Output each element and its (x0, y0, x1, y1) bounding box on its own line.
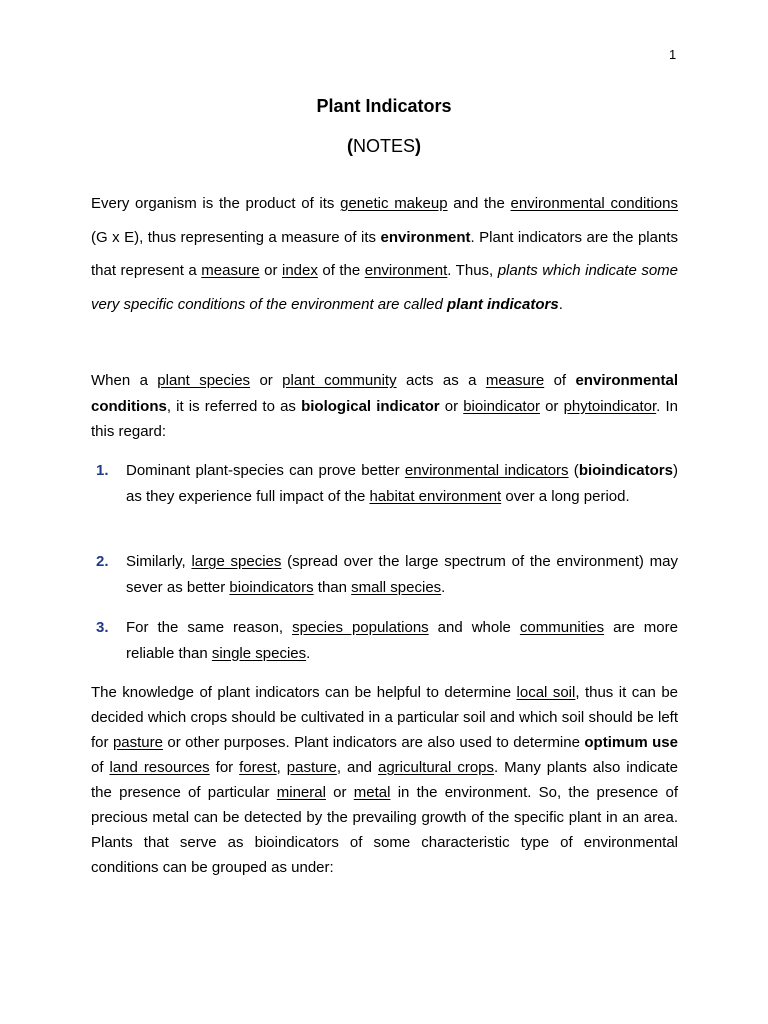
text-run: (spread over the large spectrum of the environment) may sever as better (126, 553, 678, 596)
term-plant-species: plant species (157, 372, 251, 389)
text-run: or (250, 372, 283, 389)
text-run: ( (568, 462, 579, 479)
text-run: or (539, 397, 564, 415)
term-single-species: single species (211, 644, 307, 662)
text-run: of (91, 759, 110, 776)
text-run: of the (317, 262, 365, 279)
term-environmental-conditions: environmental conditions (510, 195, 678, 212)
text-run: of (544, 372, 576, 389)
text-run: , it is referred to as (166, 397, 302, 415)
term-optimum-use: optimum use (584, 734, 678, 751)
term-communities: communities (519, 619, 605, 636)
text-run: for (209, 759, 240, 776)
page-number: 1 (669, 47, 677, 62)
text-run: For the same reason, (126, 619, 293, 636)
numbered-list-item-2 (91, 549, 678, 600)
text-run: . Plant indicators are the plants that represent a (91, 228, 678, 279)
text-run: ) as they experience full impact of the (126, 462, 678, 505)
text-run: Dominant plant-species can prove better (126, 462, 405, 479)
text-run: over a long period. (501, 487, 630, 505)
text-run: . Many plants also indicate the presence of particular (91, 759, 678, 801)
text-run: , thus it can be decided which crops should be cultivated in a particular soil and which soil should be left for (91, 684, 679, 751)
text-run: than (313, 578, 352, 596)
text-run: Similarly, (126, 553, 192, 570)
term-bioindicators: bioindicators (229, 578, 314, 596)
text-run: The knowledge of plant indicators can be helpful to determine (91, 684, 517, 701)
text-run: or (325, 784, 354, 801)
term-mineral: mineral (276, 784, 326, 801)
text-run: , and (336, 759, 378, 776)
text-run: When a (91, 372, 158, 389)
term-measure: measure (201, 262, 260, 279)
list-number: 2. (96, 553, 109, 570)
text-run: Every organism is the product of its (91, 195, 341, 212)
text-run: and whole (428, 619, 520, 636)
text-run: acts as a (396, 372, 486, 389)
term-agricultural-crops: agricultural crops (377, 759, 495, 776)
term-environmental-conditions-bold: environmental conditions (91, 372, 678, 415)
text-run: and the (447, 195, 511, 212)
text-run: or (259, 262, 282, 279)
text-run: . (558, 295, 563, 313)
term-environmental-indicators: environmental indicators (404, 462, 569, 479)
subtitle-text: NOTES (352, 136, 415, 156)
page-subtitle (0, 136, 768, 157)
text-run: , (276, 759, 287, 776)
definition-italic: plants which indicate some very specific conditions of the environment are called (91, 262, 678, 313)
text-run: in the environment. So, the presence of precious metal can be detected by the prevailing growth of the specific plant in an area. Plants that serve as bioindicators of some characteristic type of environmental conditions can be grouped as under: (91, 784, 678, 876)
term-bioindicator: bioindicator (463, 397, 540, 415)
term-plant-indicators: plant indicators (447, 295, 559, 313)
term-small-species: small species (351, 578, 442, 596)
subtitle-close-paren: ) (415, 136, 421, 156)
paragraph-bioindicator (91, 368, 678, 445)
term-plant-community: plant community (282, 372, 397, 389)
term-measure: measure (485, 372, 545, 389)
term-genetic-makeup: genetic makeup (340, 195, 448, 212)
page-title: Plant Indicators (316, 96, 452, 116)
term-pasture: pasture (286, 759, 337, 776)
text-run: or other purposes. Plant indicators are also used to determine (162, 734, 585, 751)
text-run: . (441, 578, 446, 596)
term-environment-bold: environment (380, 228, 471, 246)
term-large-species: large species (191, 553, 282, 570)
term-habitat-environment: habitat environment (369, 487, 502, 505)
term-forest: forest (239, 759, 277, 776)
term-metal: metal (353, 784, 391, 801)
term-biological-indicator: biological indicator (301, 397, 440, 415)
term-bioindicators-bold: bioindicators (578, 462, 673, 479)
paragraph-definition (91, 187, 678, 321)
term-index: index (281, 262, 318, 279)
term-phytoindicator: phytoindicator (563, 397, 657, 415)
list-number: 3. (96, 619, 109, 636)
text-run: are more reliable than (126, 619, 678, 662)
text-run: or (439, 397, 464, 415)
text-run: . Thus, (447, 262, 498, 279)
list-item (91, 458, 678, 509)
term-pasture: pasture (112, 734, 163, 751)
term-species-populations: species populations (292, 619, 429, 636)
text-run: . (306, 644, 311, 662)
list-item (91, 615, 678, 666)
text-run: (G x E), thus representing a measure of its (91, 228, 381, 246)
term-environment: environment (364, 262, 448, 279)
subtitle-open-paren: ( (346, 136, 353, 156)
term-land-resources: land resources (109, 759, 210, 776)
list-number: 1. (96, 462, 109, 479)
term-local-soil: local soil (516, 684, 576, 701)
numbered-list-item-1 (91, 458, 678, 509)
list-item (91, 549, 678, 600)
text-run: . In this regard: (91, 397, 678, 440)
numbered-list-item-3 (91, 615, 678, 666)
paragraph-applications (91, 680, 678, 880)
